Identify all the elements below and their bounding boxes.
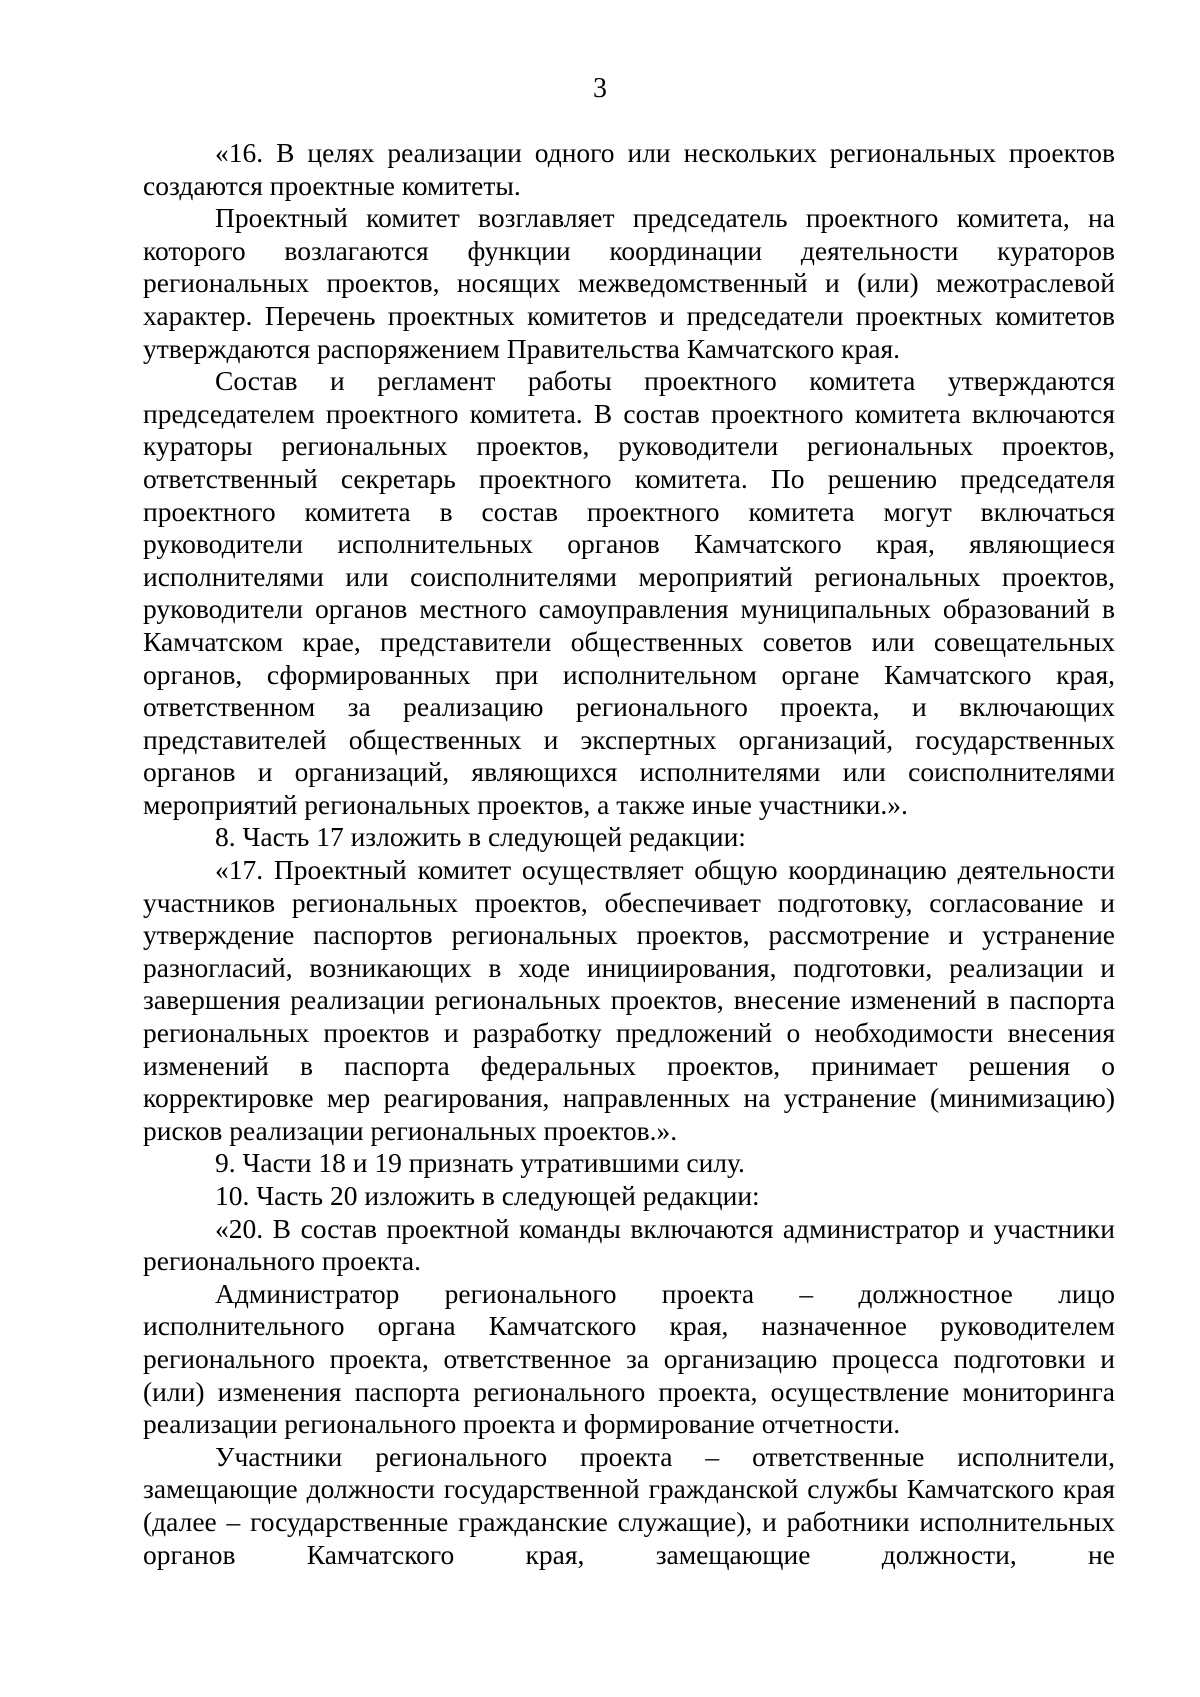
paragraph-20-intro: «20. В состав проектной команды включаются администратор и участники регионального проекта. [143,1212,1115,1277]
paragraph-item-10: 10. Часть 20 изложить в следующей редакции: [215,1180,760,1211]
paragraph-item-9: 9. Части 18 и 19 признать утратившими силу. [215,1147,745,1179]
paragraph-17: «17. Проектный комитет осуществляет общую координацию деятельности участников региональных проектов, обеспечивает подготовку, согласование и утверждение паспортов региональных проектов, рассмотрение и устранение разногласий, возникающих в ходе инициирования, подготовки, реализации и завершения реализации региональных проектов, внесение изменений в паспорта региональных проектов и разработку предложений о необходимости внесения изменений в паспорта федеральных проектов, принимает решения о корректировке мер реагирования, направленных на устранение (минимизацию) рисков реализации региональных проектов.». [143,854,1115,1146]
paragraph-participants: Участники регионального проекта – ответственные исполнители, замещающие должности государственной гражданской службы Камчатского края (далее – государственные гражданские служащие), и работники исполнительных органов Камчатского края, замещающие должности, не [143,1440,1115,1570]
paragraph-committee-composition: Состав и регламент работы проектного комитета утверждаются председателем проектного комитета. В состав проектного комитета включаются кураторы региональных проектов, руководители региональных проектов, ответственный секретарь проектного комитета. По решению председателя проектного комитета в состав проектного комитета могут включаться руководители исполнительных органов Камчатского края, являющиеся исполнителями или соисполнителями мероприятий региональных проектов, руководители органов местного самоуправления муниципальных образований в Камчатском крае, представители общественных советов или совещательных органов, сформированных при исполнительном органе Камчатского края, ответственном за реализацию регионального проекта, и включающих представителей общественных и экспертных организаций, государственных органов и организаций, являющихся исполнителями или соисполнителями мероприятий региональных проектов, а также иные участники.». [143,365,1115,820]
paragraph-administrator: Администратор регионального проекта – должностное лицо исполнительного органа Камчатского края, назначенное руководителем регионального проекта, ответственное за организацию процесса подготовки и (или) изменения паспорта регионального проекта, осуществление мониторинга реализации регионального проекта и формирование отчетности. [143,1277,1115,1440]
paragraph-16-intro: «16. В целях реализации одного или нескольких региональных проектов создаются проектные комитеты. [143,137,1115,201]
paragraph-committee-chair: Проектный комитет возглавляет председатель проектного комитета, на которого возлагаются функции координации деятельности кураторов региональных проектов, носящих межведомственный и (или) межотраслевой характер. Перечень проектных комитетов и председатели проектных комитетов утверждаются распоряжением Правительства Камчатского края. [143,202,1115,364]
page-number: 3 [593,73,607,104]
paragraph-item-8: 8. Часть 17 изложить в следующей редакции: [215,821,746,853]
document-body [143,137,1115,1571]
